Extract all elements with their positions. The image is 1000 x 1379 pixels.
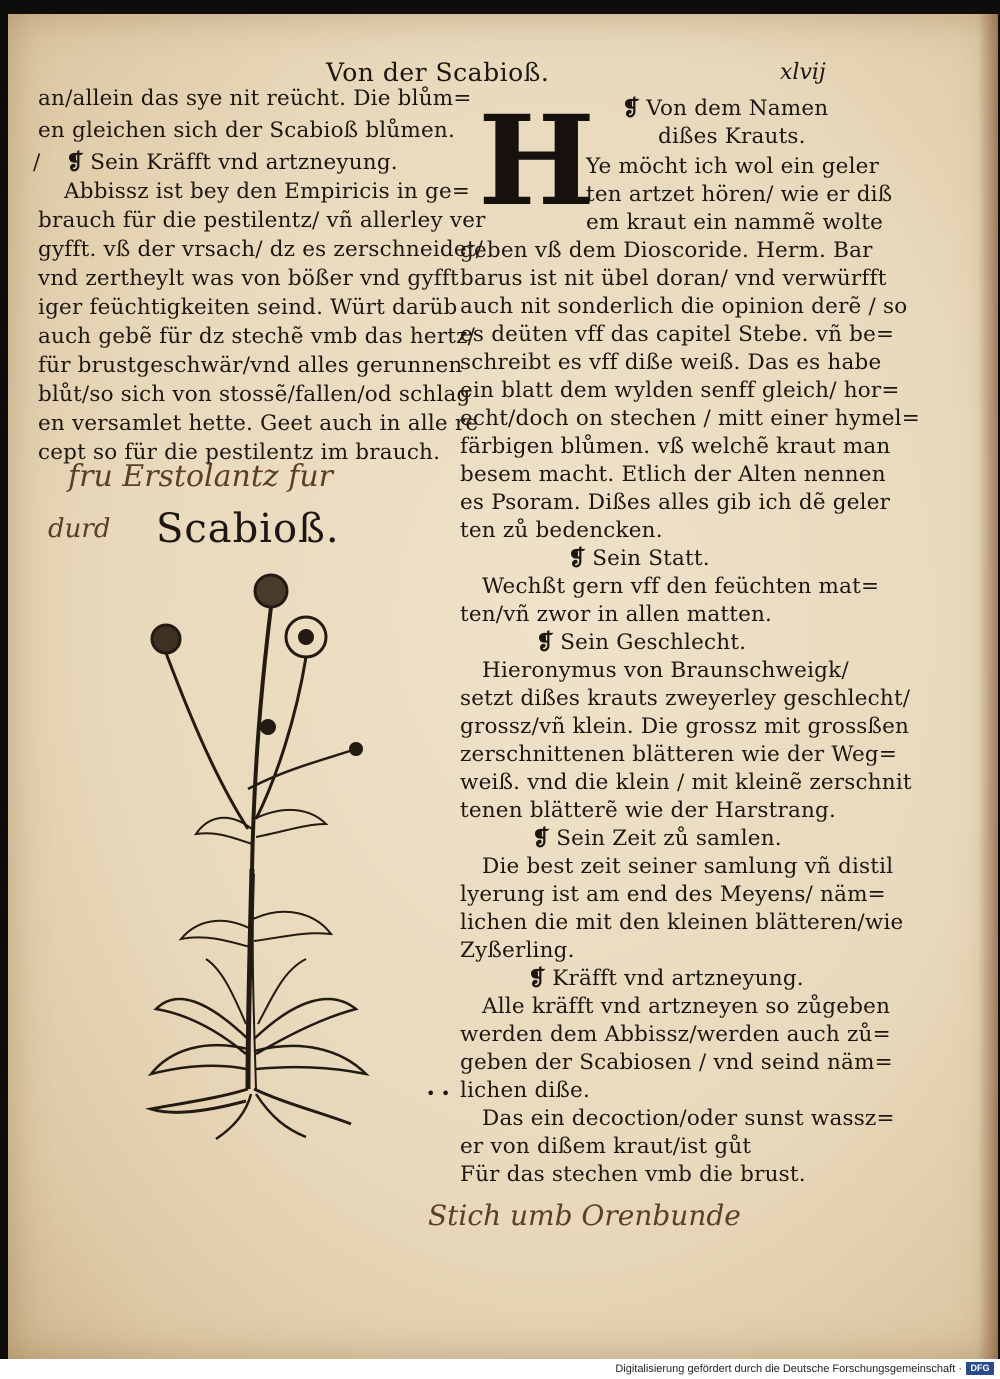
right-line: lichen diße. [460, 1078, 591, 1103]
right-line: lyerung ist am end des Meyens/ näm= [460, 882, 886, 907]
right-line: Wechßt gern vff den feüchten mat= [482, 574, 880, 599]
right-line: auch nit sonderlich die opinion derẽ / so [460, 294, 908, 319]
left-section-heading-text: Sein Kräfft vnd artzneyung. [90, 150, 398, 175]
left-line: gyfft. vß der vrsach/ dz es zerschneidet/ [38, 237, 484, 262]
left-line: en gleichen sich der Scabioß blůmen. [38, 118, 456, 143]
section-heading-statt [568, 546, 710, 571]
footer-credit-text: Digitalisierung gefördert durch die Deutsche Forschungsgemeinschaft · [615, 1363, 962, 1375]
right-line: ten/vñ zwor in allen matten. [460, 602, 773, 627]
right-line: färbigen blůmen. vß welchẽ kraut man [460, 434, 891, 459]
footer-credit-bar [0, 1359, 1000, 1379]
right-line: schreibt es vff diße weiß. Das es habe [460, 350, 882, 375]
dfg-logo: DFG [966, 1362, 994, 1375]
section-heading-geschlecht [536, 630, 746, 655]
plate-title: Scabioß. [156, 506, 340, 552]
right-line: echt/doch on stechen / mitt einer hymel= [460, 406, 920, 431]
right-line: Für das stechen vmb die brust. [460, 1162, 806, 1187]
rubric-symbol: ❡ [66, 150, 85, 175]
section-heading-kraefft [528, 966, 804, 991]
drop-cap-initial: H [478, 89, 596, 234]
rubric-symbol: ❡ [622, 96, 641, 121]
right-line: dißes Krauts. [658, 124, 806, 149]
right-line: Hieronymus von Braunschweigk/ [482, 658, 849, 683]
margin-dots: • • [426, 1084, 451, 1103]
page-edge-shadow [978, 14, 998, 1359]
left-margin-note: / [33, 150, 41, 175]
handwritten-note-above-plate: fru Erstolantz fur [68, 459, 334, 494]
right-line: Ye möcht ich wol ein geler [586, 154, 880, 179]
right-line: er von dißem kraut/ist gůt [460, 1134, 752, 1159]
left-line: blůt/so sich von stossẽ/fallen/od schlag [38, 382, 471, 407]
right-line: ten artzet hören/ wie er diß [586, 182, 893, 207]
left-line: iger feüchtigkeiten seind. Würt darüb [38, 295, 458, 320]
right-line: ten zů bedencken. [460, 518, 663, 543]
left-line: vnd zertheylt was von bößer vnd gyfft [38, 266, 459, 291]
right-line: geben der Scabiosen / vnd seind näm= [460, 1050, 893, 1075]
right-line: Zyßerling. [460, 938, 575, 963]
left-section-heading [66, 150, 398, 175]
right-line: geben vß dem Dioscoride. Herm. Bar [460, 238, 873, 263]
left-line: Abbissz ist bey den Empiricis in ge= [64, 179, 471, 204]
right-section-heading [622, 96, 828, 121]
rubric-symbol: ❡ [532, 826, 551, 851]
rubric-symbol: ❡ [528, 966, 547, 991]
handwritten-note-bottom: Stich umb Orenbunde [428, 1199, 741, 1232]
right-line: Die best zeit seiner samlung vñ distil [482, 854, 894, 879]
section-heading-statt-text: Sein Statt. [592, 546, 710, 571]
right-line: barus ist nit übel doran/ vnd verwürfft [460, 266, 887, 291]
right-line: ein blatt dem wylden senff gleich/ hor= [460, 378, 900, 403]
right-line: zerschnittenen blätteren wie der Weg= [460, 742, 898, 767]
book-page [8, 14, 998, 1359]
left-line: auch gebẽ für dz stechẽ vmb das hertz/ [38, 324, 476, 349]
right-line: grossz/vñ klein. Die grossz mit grossßen [460, 714, 910, 739]
section-heading-name: Von dem Namen [646, 96, 829, 121]
right-line: lichen die mit den kleinen blätteren/wie [460, 910, 904, 935]
section-heading-zeit-text: Sein Zeit zů samlen. [556, 826, 782, 851]
scabious-woodcut-illustration [136, 569, 396, 1144]
left-line: für brustgeschwär/vnd alles gerunnen [38, 353, 463, 378]
handwritten-note-left-of-title: durd [48, 514, 111, 544]
left-line: an/allein das sye nit reücht. Die blům= [38, 86, 472, 111]
rubric-symbol: ❡ [536, 630, 555, 655]
folio-number: xlvij [780, 60, 826, 85]
section-heading-geschlecht-text: Sein Geschlecht. [560, 630, 747, 655]
right-line: es deüten vff das capitel Stebe. vñ be= [460, 322, 895, 347]
right-line: Alle kräfft vnd artzneyen so zůgeben [482, 994, 891, 1019]
left-line: cept so für die pestilentz im brauch. [38, 440, 441, 465]
right-line: weiß. vnd die klein / mit kleinẽ zerschnit [460, 770, 912, 795]
right-line: tenen blätterẽ wie der Harstrang. [460, 798, 837, 823]
section-heading-kraefft-text: Kräfft vnd artzneyung. [552, 966, 804, 991]
right-line: setzt dißes krauts zweyerley geschlecht/ [460, 686, 911, 711]
left-line: en versamlet hette. Geet auch in alle re [38, 411, 479, 436]
right-line: besem macht. Etlich der Alten nennen [460, 462, 886, 487]
rubric-symbol: ❡ [568, 546, 587, 571]
section-heading-zeit [532, 826, 782, 851]
left-line: brauch für die pestilentz/ vñ allerley ver [38, 208, 486, 233]
running-title: Von der Scabioß. [326, 58, 550, 87]
right-line: em kraut ein nammẽ wolte [586, 210, 884, 235]
right-line: werden dem Abbissz/werden auch zů= [460, 1022, 891, 1047]
right-line: Das ein decoction/oder sunst wassz= [482, 1106, 895, 1131]
right-line: es Psoram. Dißes alles gib ich dẽ geler [460, 490, 891, 515]
